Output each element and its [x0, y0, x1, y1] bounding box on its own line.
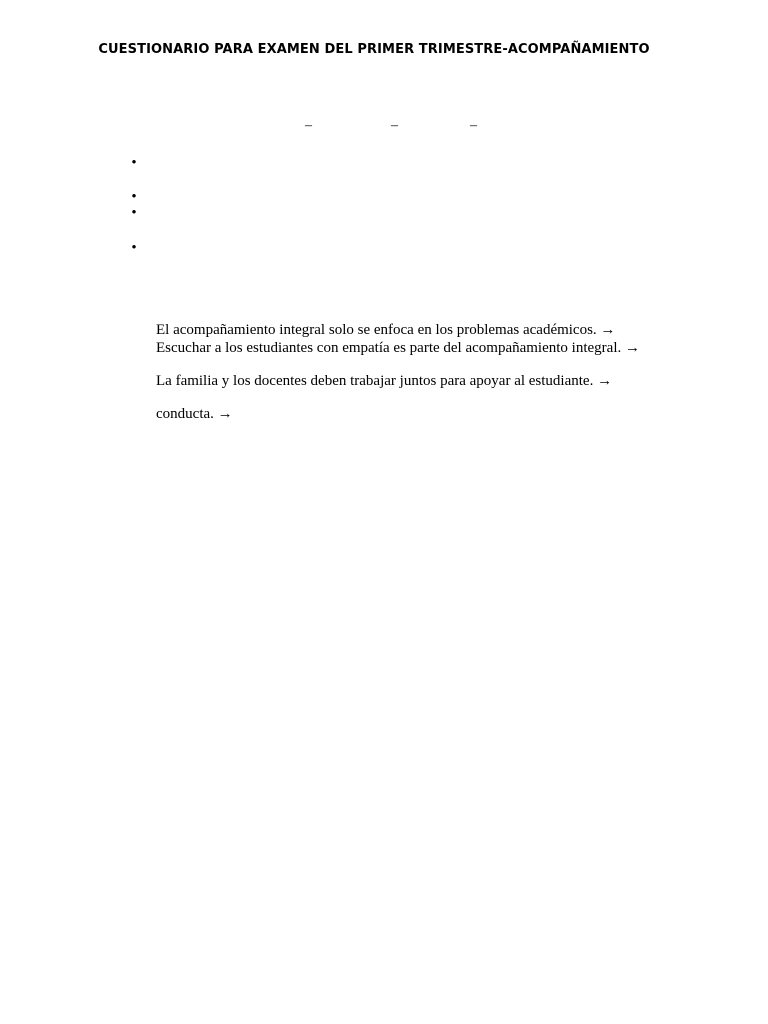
blank-mark: – — [391, 118, 398, 133]
bullet-point: • — [131, 155, 137, 171]
bullet-point: • — [131, 189, 137, 205]
page-title: CUESTIONARIO PARA EXAMEN DEL PRIMER TRIMESTRE-ACOMPAÑAMIENTO — [98, 42, 650, 57]
blank-mark: – — [470, 118, 477, 133]
statement-line: La familia y los docentes deben trabajar juntos para apoyar al estudiante. → — [156, 373, 613, 389]
statement-line: Escuchar a los estudiantes con empatía es parte del acompañamiento integral. → — [156, 340, 640, 356]
bullet-point: • — [131, 205, 137, 221]
statement-line: conducta. → — [156, 406, 233, 422]
blank-mark: – — [305, 118, 312, 133]
statement-line: El acompañamiento integral solo se enfoca en los problemas académicos. → — [156, 322, 616, 338]
bullet-point: • — [131, 240, 137, 256]
